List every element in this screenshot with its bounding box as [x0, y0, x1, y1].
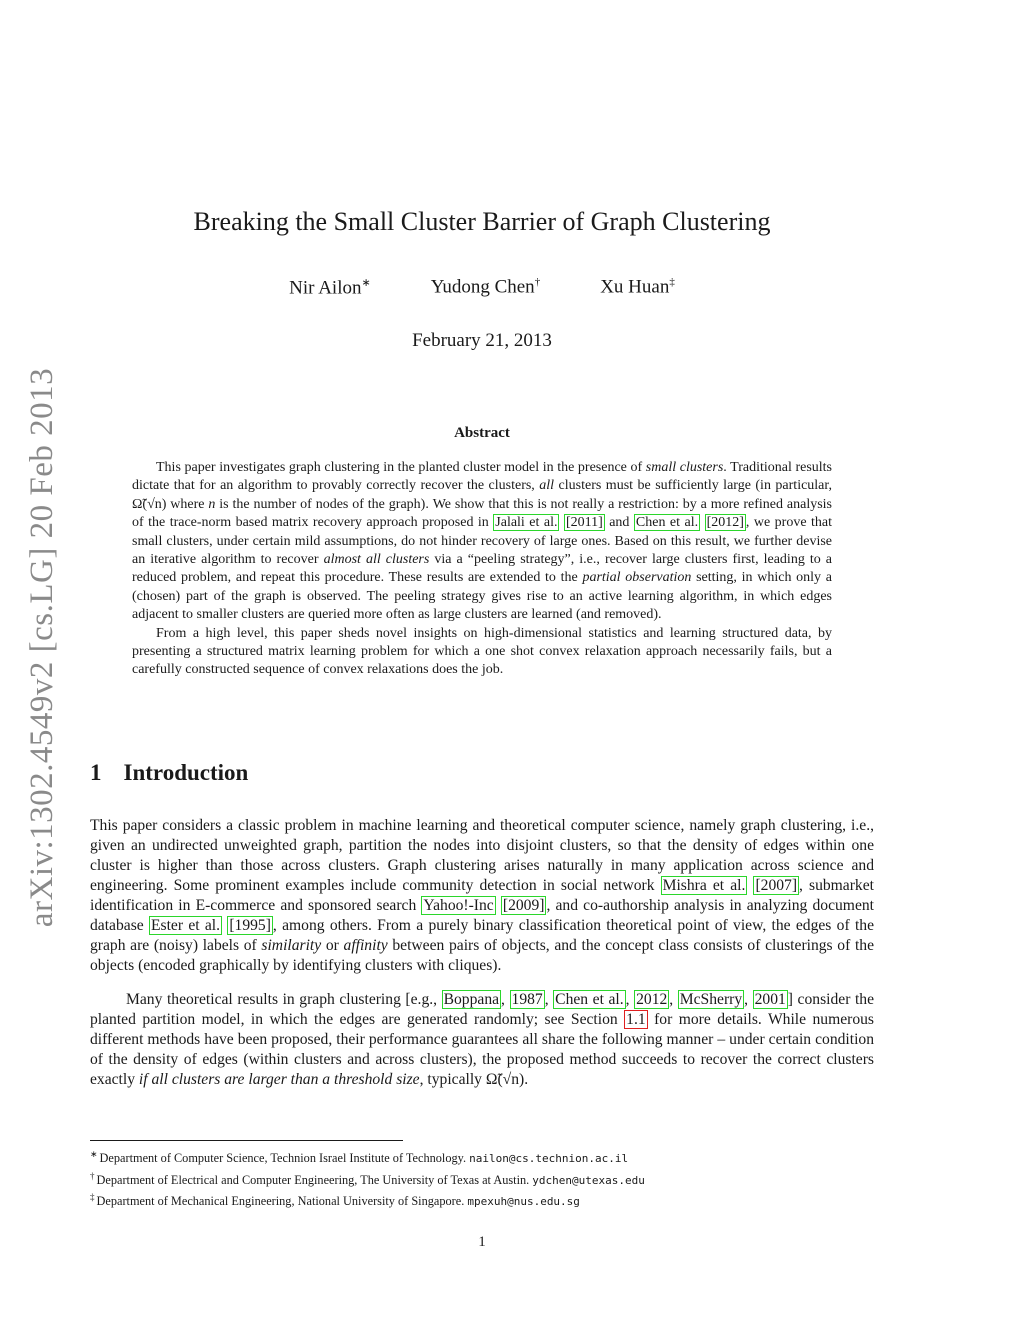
body-paragraph: This paper considers a classic problem in machine learning and theoretical computer science, namely graph clustering, i.e., given an undirected unweighted graph, partition the nodes into disjoint clusters, so that the density of edges within one cluster is higher than those across clusters. Graph clustering arises naturally in many application across science and engineering. Some prominent examples include community detection in social network Mishra et al. [2007] , submarket identification in E-commerce and sponsored search Yahoo!-Inc [2009] , and co-authorship analysis in analyzing document database Ester et al. [1995] , among others. From a purely binary classification theoretical point of view, the edges of the graph are (noisy) labels of similarity or affinity between pairs of objects, and the concept class consists of clusterings of the objects (encoded graphically by identifying clusters with cliques). — [90, 817, 874, 974]
abstract-paragraph: This paper investigates graph clustering in the planted cluster model in the presence of small clusters. Traditional results dictate that for an algorithm to provably correctly recover the clusters, all clusters must be sufficiently large (in particular, Ω̃(√n) where n is the number of nodes of the graph). We show that this is not really a restriction: by a more refined analysis of the trace-norm based matrix recovery approach proposed in Jalali et al. [2011] and Chen et al. [2012] , we prove that small clusters, under certain mild assumptions, do not hinder recovery of large ones. Based on this result, we further devise an iterative algorithm to recover almost all clusters via a “peeling strategy”, i.e., recover large clusters first, leading to a reduced problem, and repeat this procedure. These results are extended to the partial observation setting, in which only a (chosen) part of the graph is observed. The peeling strategy gives rise to an active learning algorithm, in which edges adjacent to smaller clusters are queried more often as large clusters are learned (and removed). — [132, 460, 832, 623]
citation-link[interactable]: Jalali et al. — [495, 515, 558, 531]
citation-link[interactable]: Chen et al. — [635, 515, 699, 531]
section-number: 1 — [90, 760, 102, 785]
abstract-paragraph: From a high level, this paper sheds novel insights on high-dimensional statistics and learning structured data, by presenting a structured matrix learning problem for which a one shot convex relaxation approach necessarily fails, but a carefully constructed sequence of convex relaxations does the job. — [132, 625, 832, 678]
body-paragraph: Many theoretical results in graph clustering [e.g., Boppana , 1987 , Chen et al. , 2012 , McSherry , 2001 ] consider the planted partition model, in which the edges are generated randomly; see Section 1.1 for more details. While numerous different methods have been proposed, their performance guarantees all share the following manner – under certain condition of the density of edges (within clusters and across clusters), the proposed method succeeds to recover the correct clusters exactly if all clusters are larger than a threshold size, typically Ω̃(√n). — [90, 991, 875, 1088]
author: Nir Ailon∗ — [289, 277, 371, 299]
footnote-rule — [90, 1140, 403, 1141]
citation-link[interactable]: [2011] — [565, 515, 603, 531]
citation-link[interactable]: [2009] — [502, 897, 545, 914]
citation-link[interactable]: Chen et al. — [555, 991, 624, 1008]
abstract-body — [132, 459, 832, 680]
email-address: mpexuh@nus.edu.sg — [467, 1195, 580, 1209]
author: Xu Huan‡ — [600, 276, 675, 298]
footnote: ∗ Department of Computer Science, Technion Israel Institute of Technology. nailon@cs.technion.ac.il — [90, 1149, 629, 1166]
author: Yudong Chen† — [430, 276, 541, 298]
citation-link[interactable]: Yahoo!-Inc — [423, 897, 494, 914]
citation-link[interactable]: McSherry — [679, 991, 743, 1008]
page-number: 1 — [478, 1234, 486, 1250]
section-heading — [90, 760, 248, 786]
section-title: Introduction — [123, 760, 249, 785]
citation-link[interactable]: [1995] — [229, 917, 271, 934]
arxiv-stamp-text: arXiv:1302.4549v2 [cs.LG] 20 Feb 2013 — [24, 367, 61, 928]
arxiv-stamp — [18, 365, 68, 930]
section-ref-link[interactable]: 1.1 — [626, 1011, 646, 1028]
citation-link[interactable]: 2001 — [754, 991, 786, 1008]
citation-link[interactable]: 1987 — [511, 991, 543, 1008]
author-list — [90, 276, 874, 299]
footnotes — [90, 1146, 890, 1211]
citation-link[interactable]: Boppana — [443, 991, 500, 1008]
paper-title: Breaking the Small Cluster Barrier of Graph Clustering — [193, 207, 771, 236]
abstract-heading: Abstract — [454, 425, 510, 441]
introduction-body — [90, 816, 874, 1104]
citation-link[interactable]: Ester et al. — [150, 917, 221, 934]
email-address: nailon@cs.technion.ac.il — [469, 1152, 629, 1166]
paper-date: February 21, 2013 — [412, 330, 552, 351]
citation-link[interactable]: [2012] — [706, 515, 744, 531]
footnote: † Department of Electrical and Computer Engineering, The University of Texas at Austin. ydchen@utexas.edu — [90, 1170, 645, 1187]
footnote: ‡ Department of Mechanical Engineering, National University of Singapore. mpexuh@nus.edu.sg — [90, 1192, 580, 1209]
citation-link[interactable]: 2012 — [636, 991, 668, 1008]
citation-link[interactable]: [2007] — [755, 877, 798, 894]
email-address: ydchen@utexas.edu — [532, 1173, 645, 1187]
citation-link[interactable]: Mishra et al. — [662, 877, 746, 894]
